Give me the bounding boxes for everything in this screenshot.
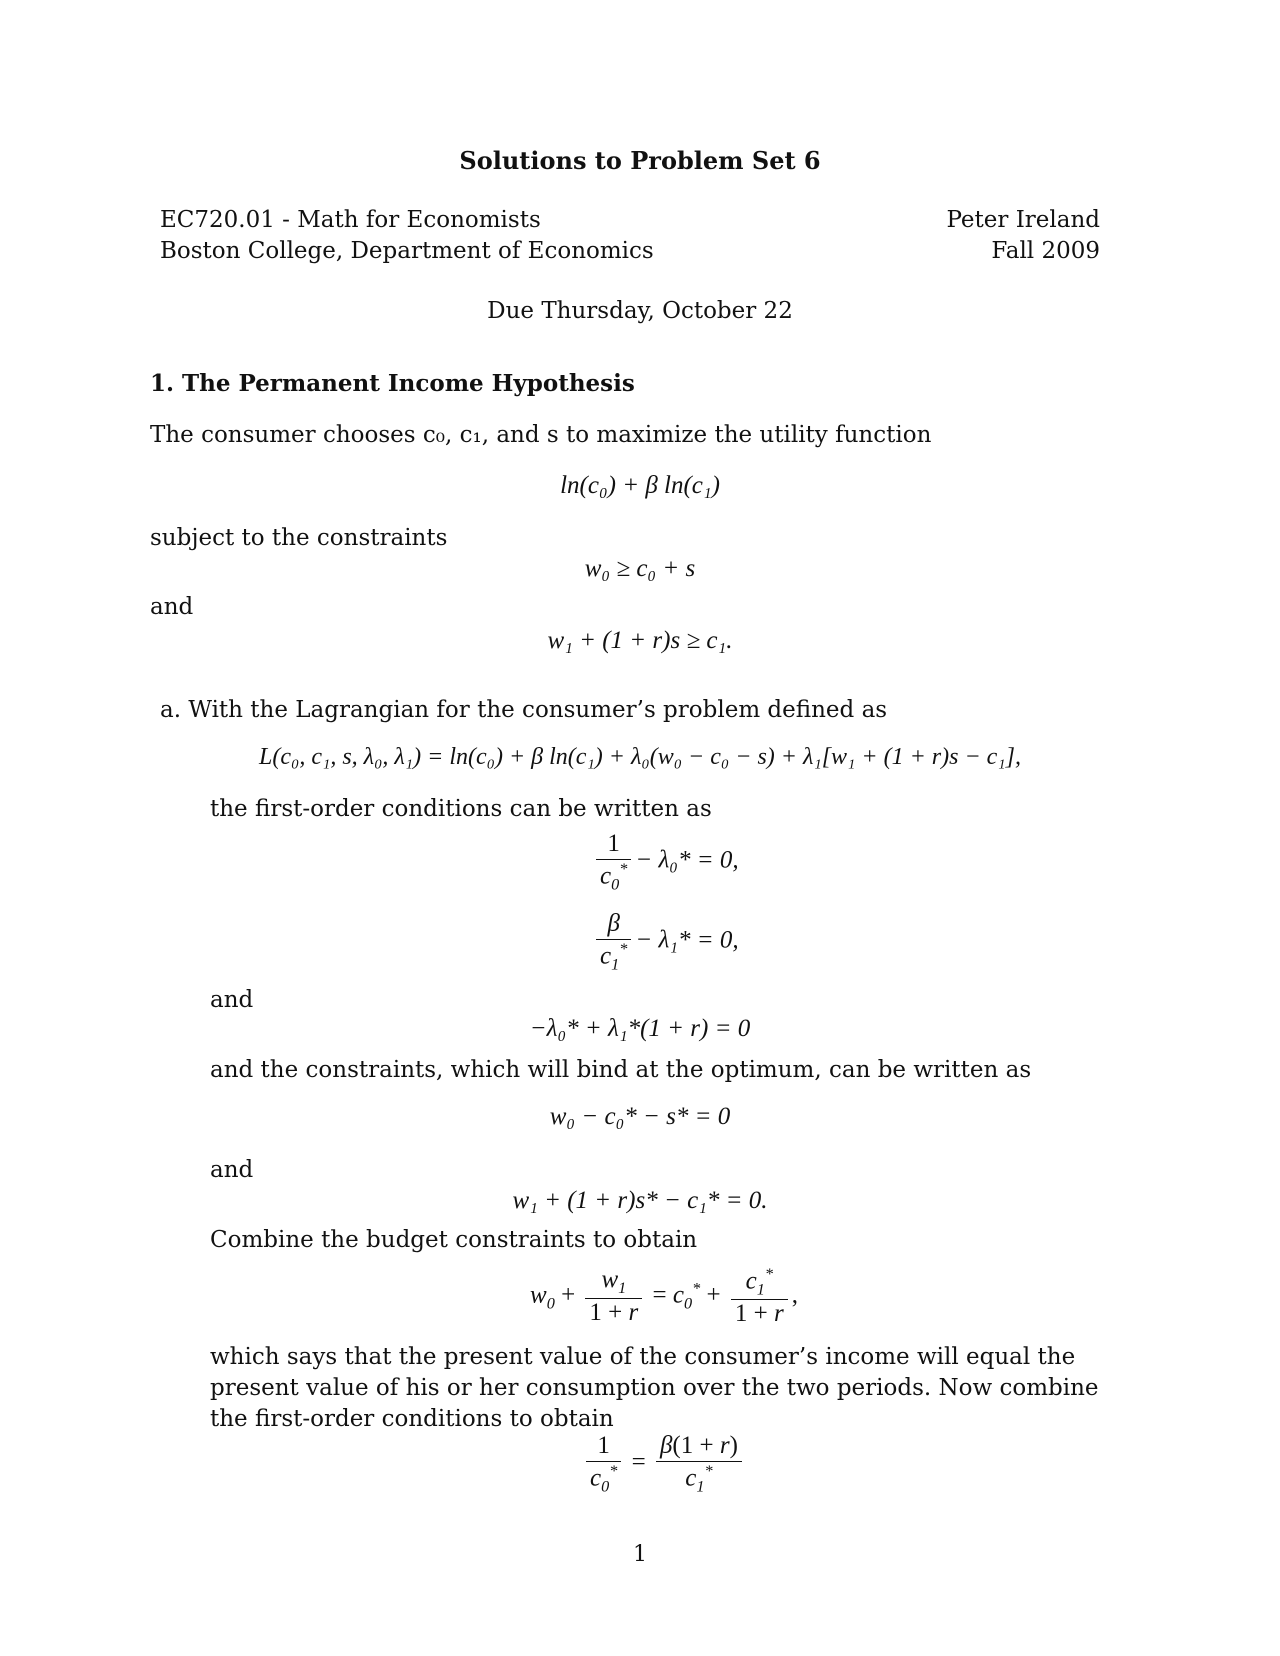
- lagrangian-equation: L(c₀, c₁, s, λ₀, λ₁) = ln(c₀) + β ln(c₁) + λ₀(w₀ − c₀ − s) + λ₁[w₁ + (1 + r)s − c₁],: [259, 744, 1021, 770]
- binding-constraint-2: w₁ + (1 + r)s* − c₁* = 0.: [512, 1187, 768, 1214]
- foc-intro: the first-order conditions can be written as: [210, 796, 712, 822]
- constraint-2: w₁ + (1 + r)s ≥ c₁.: [547, 627, 733, 654]
- intro-text: The consumer chooses c₀, c₁, and s to maximize the utility function: [150, 422, 932, 448]
- fraction: $\frac{1}{c_0^*}$: [586, 1432, 621, 1496]
- fraction: $\frac{\beta}{c_1^*}$: [596, 910, 631, 974]
- fraction: $\frac{\beta(1 + r)}{c_1^*}$: [656, 1432, 742, 1496]
- constraints-intro: and the constraints, which will bind at the optimum, can be written as: [210, 1057, 1032, 1083]
- fraction: $\frac{w_1}{1 + r}$: [585, 1266, 642, 1327]
- foc-equation-3: −λ₀* + λ₁*(1 + r) = 0: [529, 1015, 751, 1042]
- combined-budget-equation: $w_0$ + $\frac{w_1}{1 + r}$ = $c_0^*$ + $\frac{c_1^*}{1 + r}$ ,: [530, 1265, 798, 1328]
- fraction: $\frac{1}{c_0^*}$: [596, 830, 631, 894]
- and-text-3: and: [210, 1157, 254, 1183]
- fraction: $\frac{c_1^*}{1 + r}$: [731, 1265, 788, 1329]
- course-line-1: EC720.01 - Math for Economists: [160, 207, 541, 233]
- and-text-2: and: [210, 987, 254, 1013]
- and-text-1: and: [150, 594, 194, 620]
- utility-equation: ln(c₀) + β ln(c₁): [560, 472, 720, 499]
- constraint-1: w₀ ≥ c₀ + s: [584, 555, 696, 582]
- due-date: Due Thursday, October 22: [487, 298, 793, 324]
- section-heading: 1. The Permanent Income Hypothesis: [150, 370, 635, 397]
- page-number: 1: [633, 1542, 647, 1567]
- course-line-2: Boston College, Department of Economics: [160, 238, 654, 264]
- subject-to-text: subject to the constraints: [150, 525, 448, 551]
- present-value-paragraph: which says that the present value of the consumer’s income will equal the present value of his or her consumption over the two periods. Now combine the first-order conditions to obtain: [210, 1344, 1099, 1432]
- course-info: [160, 205, 654, 267]
- document-title: Solutions to Problem Set 6: [459, 146, 821, 175]
- part-a-intro: a. With the Lagrangian for the consumer’s problem defined as: [160, 697, 888, 723]
- binding-constraint-1: w₀ − c₀* − s* = 0: [549, 1103, 731, 1130]
- combine-budget-text: Combine the budget constraints to obtain: [210, 1227, 698, 1253]
- author-info: [900, 205, 1100, 267]
- term: Fall 2009: [991, 238, 1100, 264]
- foc-equation-1: $\frac{1}{c_0^*}$ − λ₀* = 0,: [592, 830, 739, 894]
- euler-equation: $\frac{1}{c_0^*}$ = $\frac{\beta(1 + r)}{c_1^*}$: [582, 1432, 746, 1496]
- foc-equation-2: $\frac{\beta}{c_1^*}$ − λ₁* = 0,: [592, 910, 739, 974]
- author-name: Peter Ireland: [946, 207, 1100, 233]
